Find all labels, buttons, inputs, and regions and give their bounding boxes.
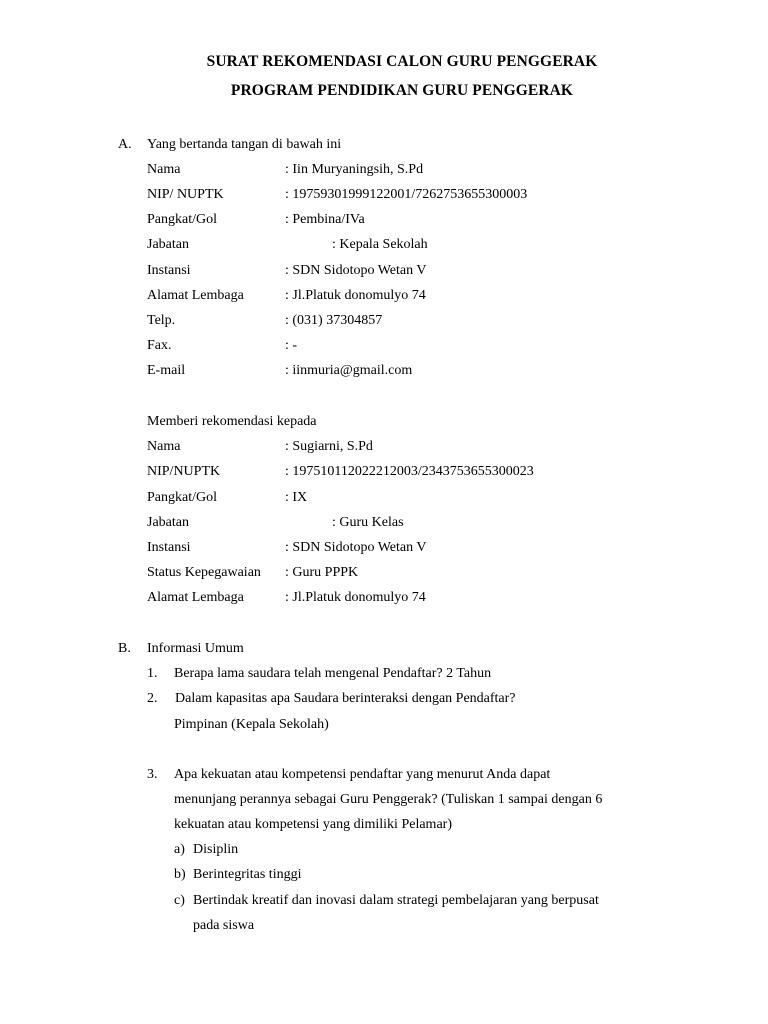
question-3-line-3: kekuatan atau kompetensi yang dimiliki Pelamar) <box>174 817 452 832</box>
recipient-nip-value: : 197510112022212003/2343753655300023 <box>285 464 534 479</box>
recipient-address-label: Alamat Lembaga <box>147 590 244 605</box>
signer-address-label: Alamat Lembaga <box>147 288 244 303</box>
question-3-line-1: Apa kekuatan atau kompetensi pendaftar yang menurut Anda dapat <box>174 767 551 782</box>
document-title: SURAT REKOMENDASI CALON GURU PENGGERAK <box>206 53 598 70</box>
recipient-status-label: Status Kepegawaian <box>147 565 261 580</box>
strength-b-marker: b) <box>174 867 186 882</box>
signer-position-value: : Kepala Sekolah <box>332 237 428 252</box>
recipient-name-value: : Sugiarni, S.Pd <box>285 439 373 454</box>
recipient-heading: Memberi rekomendasi kepada <box>147 414 317 429</box>
recipient-address-value: : Jl.Platuk donomulyo 74 <box>285 590 426 605</box>
question-1-text: Berapa lama saudara telah mengenal Pendaftar? 2 Tahun <box>174 666 492 681</box>
recipient-rank-label: Pangkat/Gol <box>147 490 217 505</box>
signer-email-label: E-mail <box>147 363 186 378</box>
recipient-position-value: : Guru Kelas <box>332 515 404 530</box>
signer-nip-label: NIP/ NUPTK <box>147 187 224 202</box>
strength-b-text: Berintegritas tinggi <box>193 867 302 882</box>
strength-a-marker: a) <box>174 842 185 857</box>
signer-nip-value: : 19759301999122001/7262753655300003 <box>285 187 528 202</box>
signer-institution-label: Instansi <box>147 263 191 278</box>
section-a-marker: A. <box>118 137 132 152</box>
recipient-institution-value: : SDN Sidotopo Wetan V <box>285 540 427 555</box>
strength-c-marker: c) <box>174 893 185 908</box>
question-3-line-2: menunjang perannya sebagai Guru Penggerak? (Tuliskan 1 sampai dengan 6 <box>174 792 603 807</box>
question-2-number: 2. <box>147 691 158 706</box>
signer-email-value: : iinmuria@gmail.com <box>285 363 413 378</box>
question-1-number: 1. <box>147 666 158 681</box>
signer-fax-value: : - <box>285 338 298 353</box>
signer-fax-label: Fax. <box>147 338 172 353</box>
signer-address-value: : Jl.Platuk donomulyo 74 <box>285 288 426 303</box>
signer-name-value: : Iin Muryaningsih, S.Pd <box>285 162 424 177</box>
signer-institution-value: : SDN Sidotopo Wetan V <box>285 263 427 278</box>
section-a-heading: Yang bertanda tangan di bawah ini <box>147 137 342 152</box>
document-subtitle: PROGRAM PENDIDIKAN GURU PENGGERAK <box>230 82 574 99</box>
signer-phone-label: Telp. <box>147 313 176 328</box>
strength-c-text: Bertindak kreatif dan inovasi dalam strategi pembelajaran yang berpusat <box>193 893 599 908</box>
signer-phone-value: : (031) 37304857 <box>285 313 383 328</box>
recipient-nip-label: NIP/NUPTK <box>147 464 221 479</box>
section-b-heading: Informasi Umum <box>147 641 244 656</box>
recipient-status-value: : Guru PPPK <box>285 565 359 580</box>
recipient-name-label: Nama <box>147 439 181 454</box>
signer-position-label: Jabatan <box>147 237 189 252</box>
signer-rank-value: : Pembina/IVa <box>285 212 365 227</box>
question-3-number: 3. <box>147 767 158 782</box>
recipient-rank-value: : IX <box>285 490 308 505</box>
question-2-answer: Pimpinan (Kepala Sekolah) <box>174 717 329 732</box>
strength-c-continuation: pada siswa <box>193 918 255 933</box>
section-b-marker: B. <box>118 641 131 656</box>
signer-name-label: Nama <box>147 162 181 177</box>
signer-rank-label: Pangkat/Gol <box>147 212 217 227</box>
recipient-position-label: Jabatan <box>147 515 189 530</box>
recipient-institution-label: Instansi <box>147 540 191 555</box>
question-2-text: Dalam kapasitas apa Saudara berinteraksi dengan Pendaftar? <box>175 691 516 706</box>
strength-a-text: Disiplin <box>193 842 239 857</box>
